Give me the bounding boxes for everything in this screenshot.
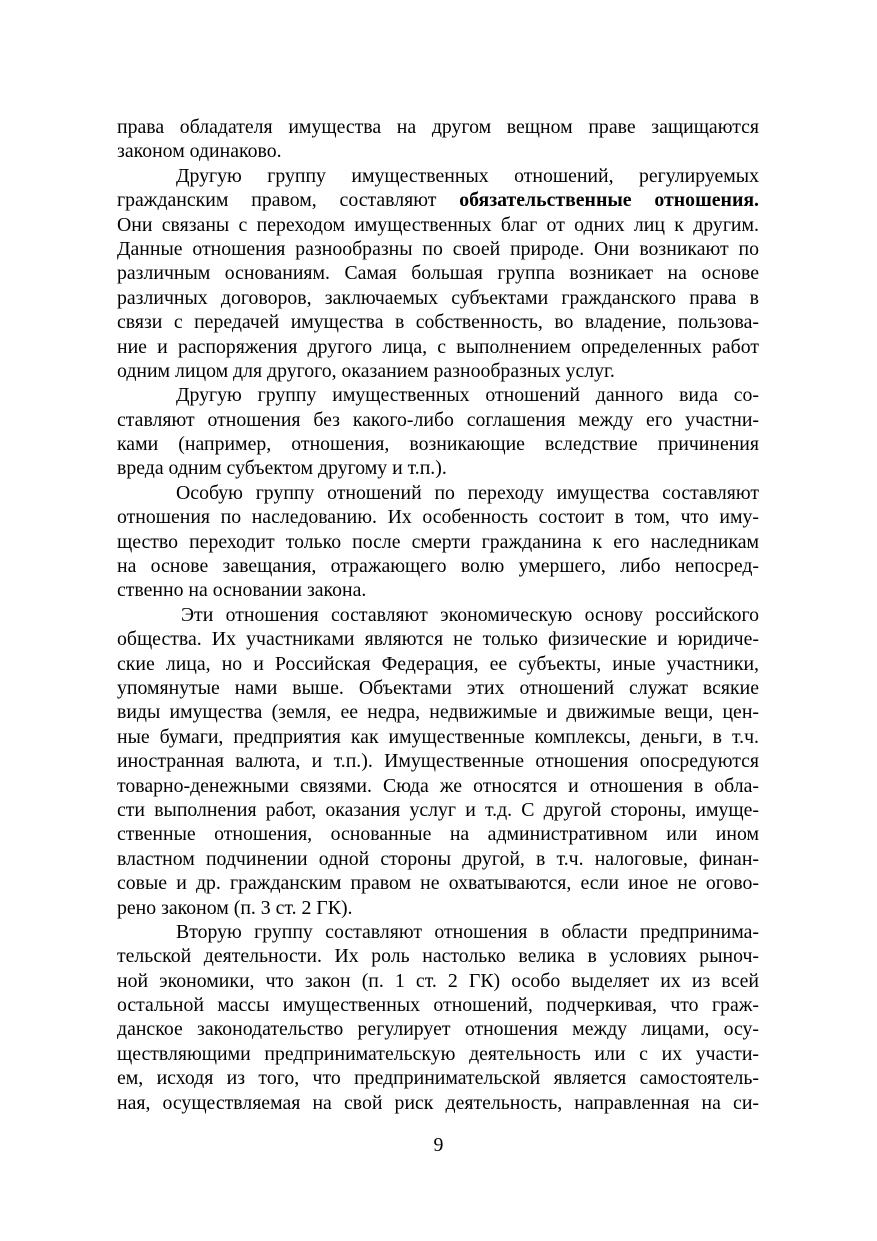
text-line: вреда одним субъектом другому и т.п.). [117,457,447,480]
paragraph [117,115,759,164]
text-line: ственные отношения, основанные на административном или ином [117,823,759,846]
bold-term: обязательственные отношения. [459,189,759,212]
text-line: властном подчинении одной стороны другой, в т.ч. налоговые, финан- [117,847,759,870]
text-line: ная, осуществляемая на свой риск деятельность, направленная на си- [117,1091,759,1114]
text-line: различных договоров, заключаемых субъектами гражданского права в [117,286,759,309]
text-line: общества. Их участниками являются не только физические и юридиче- [117,628,759,651]
paragraph [117,164,759,384]
text-line: Они связаны с переходом имущественных благ от одних лиц к другим. [117,213,759,236]
document-page [117,115,759,1115]
text-line: различным основаниям. Самая большая группа возникает на основе [117,262,759,285]
text-line: тельской деятельности. Их роль настолько велика в условиях рыноч- [117,945,759,968]
text-line: Другую группу имущественных отношений данного вида со- [176,384,759,407]
text-line: ем, исходя из того, что предпринимательской является самостоятель- [117,1067,759,1090]
text-line: связи с передачей имущества в собственность, во владение, пользова- [117,311,759,334]
text-line: упомянутые нами выше. Объектами этих отношений служат всякие [117,676,759,699]
text-line: Эти отношения составляют экономическую основу российского [181,603,759,626]
text-line: законом одинаково. [117,140,282,163]
text-line: виды имущества (земля, ее недра, недвижимые и движимые вещи, цен- [117,701,759,724]
text-line: Другую группу имущественных отношений, регулируемых [176,164,759,187]
text-line: щество переходит только после смерти гражданина к его наследникам [117,530,759,553]
text-line: ние и распоряжения другого лица, с выполнением определенных работ [117,335,759,358]
text-line: ставляют отношения без какого-либо соглашения между его участни- [117,408,759,431]
text-line: ной экономики, что закон (п. 1 ст. 2 ГК) особо выделяет их из всей [117,969,759,992]
text-line: Данные отношения разнообразны по своей природе. Они возникают по [117,237,759,260]
text-line: сти выполнения работ, оказания услуг и т.д. С другой стороны, имуще- [117,798,759,821]
text-line: ществляющими предпринимательскую деятельность или с их участи- [117,1042,759,1065]
text-line: одним лицом для другого, оказанием разнообразных услуг. [117,359,615,382]
text-line: совые и др. гражданским правом не охватываются, если иное не огово- [117,872,759,895]
text-line: остальной массы имущественных отношений, подчеркивая, что граж- [117,994,759,1017]
page-number: 9 [433,1134,444,1156]
text-line: товарно-денежными связями. Сюда же относятся и отношения в обла- [117,774,759,797]
text-line: ные бумаги, предприятия как имущественные комплексы, деньги, в т.ч. [117,725,759,748]
text-line: рено законом (п. 3 ст. 2 ГК). [117,896,353,919]
paragraph [117,481,759,603]
text-line: права обладателя имущества на другом вещном праве защищаются [117,116,759,138]
paragraph [117,603,759,920]
paragraph [117,383,759,481]
text-line: данское законодательство регулирует отношения между лицами, осу- [117,1018,759,1041]
text-line: Вторую группу составляют отношения в области предпринима- [176,920,759,943]
text-line: ками (например, отношения, возникающие вследствие причинения [117,433,759,456]
text-line: отношения по наследованию. Их особенность состоит в том, что иму- [117,506,759,529]
text-segment: гражданским правом, составляют [117,189,460,212]
text-line: Особую группу отношений по переходу имущества составляют [176,481,759,504]
text-line: ственно на основании закона. [117,579,367,602]
text-line: иностранная валюта, и т.п.). Имущественные отношения опосредуются [117,750,759,773]
text-line: на основе завещания, отражающего волю умершего, либо непосред- [117,555,759,578]
text-line [117,188,759,212]
paragraph [117,920,759,1115]
text-line: ские лица, но и Российская Федерация, ее субъекты, иные участники, [117,652,759,675]
